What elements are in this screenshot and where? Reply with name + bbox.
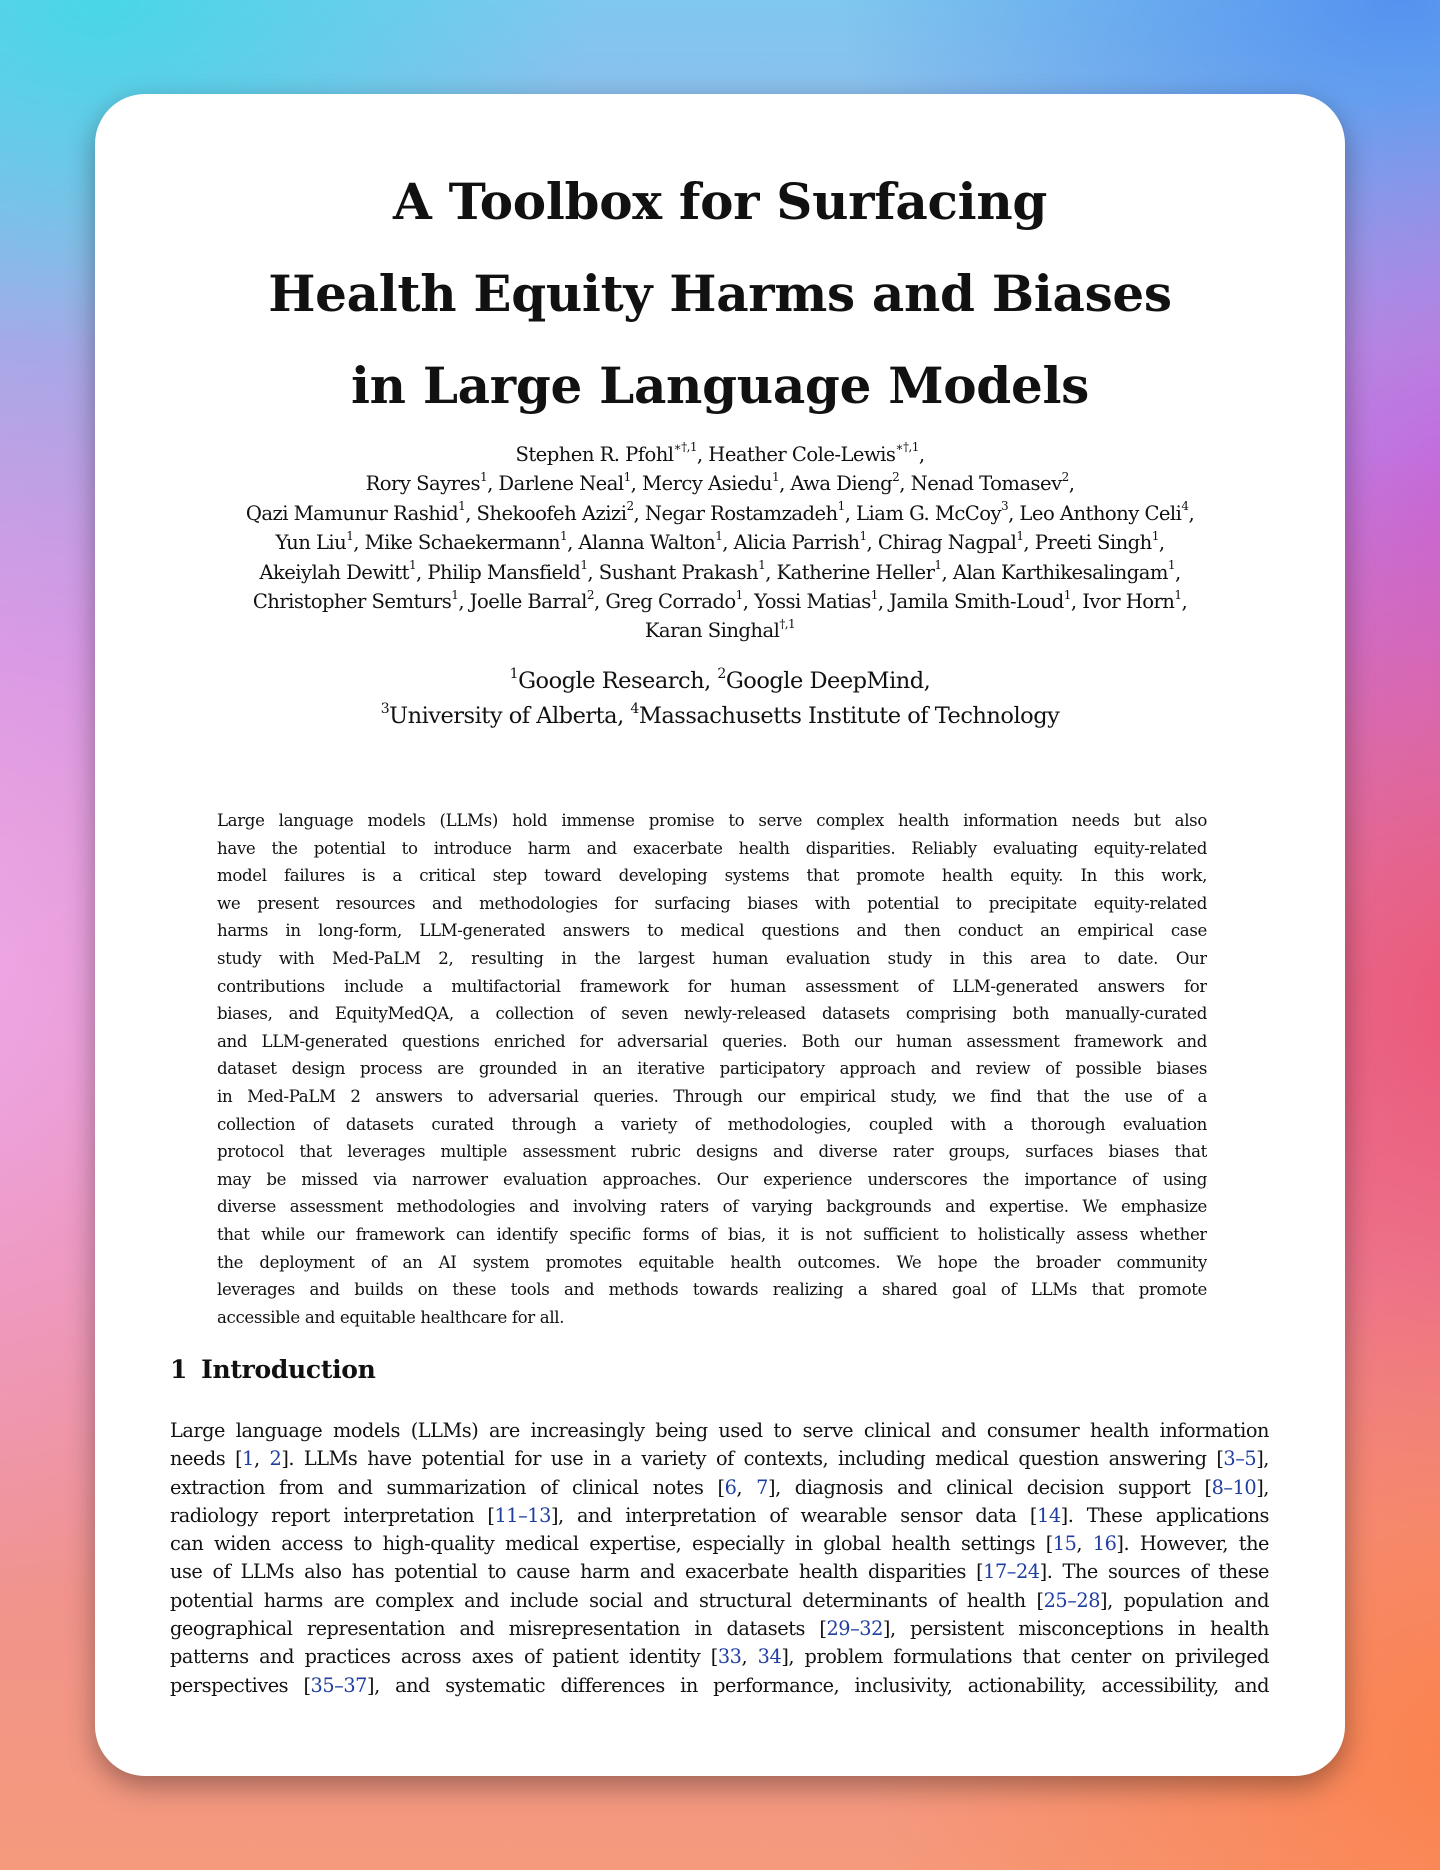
author-name: Qazi Mamunur Rashid (245, 501, 459, 525)
abstract-line: collection of datasets curated through a variety of methodologies, coupled with a thorough evaluation (217, 1114, 1207, 1134)
citation-link[interactable]: 8–10 (1211, 1475, 1257, 1499)
affiliation-marker: 2 (586, 587, 594, 602)
affiliation-marker: 1 (1151, 528, 1159, 543)
citation-link[interactable]: 25–28 (1043, 1588, 1101, 1612)
affiliation-number: 2 (717, 665, 726, 682)
title-line: A Toolbox for Surfacing (392, 172, 1048, 231)
author-name: , Negar Rostamzadeh (633, 501, 838, 525)
affiliation-number: 4 (630, 700, 639, 717)
citation-link[interactable]: 3–5 (1223, 1447, 1257, 1471)
abstract-line: we present resources and methodologies for surfacing biases with potential to precipitate equity-related (217, 893, 1207, 913)
affiliation-name: Massachusetts Institute of Technology (638, 703, 1060, 729)
author-name: , Awa Dieng (779, 472, 893, 496)
affiliation-marker: 1 (451, 587, 459, 602)
section-title: Introduction (201, 1355, 376, 1384)
body-text: extraction from and summarization of clinical notes [ (170, 1475, 725, 1499)
affiliation-marker: 1 (1174, 587, 1182, 602)
body-text: ], (1256, 1447, 1269, 1471)
author-name: , Greg Corrado (593, 590, 736, 614)
affiliation-marker: 2 (892, 469, 900, 484)
author-name: , Jamila Smith-Loud (877, 590, 1064, 614)
separator: , (1068, 472, 1075, 496)
affiliation-marker: 1 (1167, 558, 1175, 573)
citation-link[interactable]: 16 (1092, 1532, 1117, 1556)
body-text: ]. The sources of these (1039, 1560, 1269, 1584)
abstract-line: study with Med-PaLM 2, resulting in the largest human evaluation study in this area to date. Our (217, 948, 1207, 968)
body-text: ], diagnosis and clinical decision support [ (768, 1475, 1212, 1499)
affiliation-name: Google Research, (518, 668, 718, 694)
separator: , (1181, 590, 1188, 614)
affiliation-marker: ∗†,1 (895, 440, 919, 455)
body-line (170, 1587, 1269, 1615)
author-name: , Alan Karthikesalingam (941, 560, 1168, 584)
affiliation-number: 3 (380, 700, 390, 717)
author-line (135, 499, 1305, 528)
body-text: ]. These applications (1060, 1503, 1269, 1527)
body-text: radiology report interpretation [ (170, 1503, 495, 1527)
body-text: ], and systematic differences in performance, inclusivity, actionability, accessibility, and (367, 1673, 1269, 1697)
citation-link[interactable]: 14 (1037, 1503, 1061, 1527)
affiliation-marker: 1 (715, 528, 723, 543)
body-text: , (1076, 1532, 1093, 1556)
affiliation-marker: 1 (1016, 528, 1024, 543)
author-name: , Nenad Tomasev (899, 472, 1062, 496)
abstract-line: model failures is a critical step toward developing systems that promote health equity. In this work, (217, 866, 1207, 886)
affiliation-marker: 2 (626, 499, 634, 514)
separator: , (1188, 501, 1195, 525)
title-line: Health Equity Harms and Biases (268, 264, 1172, 323)
author-name: , Preeti Singh (1023, 531, 1152, 555)
author-name: , Liam G. McCoy (844, 501, 1001, 525)
body-line (170, 1530, 1269, 1558)
citation-link[interactable]: 34 (757, 1645, 782, 1669)
citation-link[interactable]: 15 (1052, 1532, 1077, 1556)
body-text: needs [ (170, 1447, 243, 1471)
author-name: , Shekoofeh Azizi (465, 501, 627, 525)
introduction-body (170, 1417, 1269, 1700)
citation-link[interactable]: 2 (269, 1447, 282, 1471)
affiliation-marker: 1 (580, 558, 588, 573)
affiliation-marker: 1 (623, 469, 631, 484)
author-name: Christopher Semturs (252, 590, 452, 614)
body-text: , (253, 1447, 270, 1471)
citation-link[interactable]: 6 (724, 1475, 737, 1499)
author-list (135, 440, 1305, 646)
citation-link[interactable]: 1 (242, 1447, 254, 1471)
citation-link[interactable]: 17–24 (983, 1560, 1040, 1584)
author-name: , Sushant Prakash (587, 560, 759, 584)
affiliation-marker: 1 (870, 587, 878, 602)
citation-link[interactable]: 33 (717, 1645, 742, 1669)
body-line (170, 1615, 1269, 1643)
body-text: , (741, 1645, 758, 1669)
abstract-line: diverse assessment methodologies and involving raters of varying backgrounds and expertise. We emphasize (217, 1197, 1207, 1217)
affiliation-marker: ∗†,1 (673, 440, 697, 455)
affiliation-marker: 1 (859, 528, 867, 543)
author-name: , Yossi Matias (742, 590, 871, 614)
body-line (170, 1474, 1269, 1502)
affiliation-marker: 1 (771, 469, 780, 484)
separator: , (1158, 531, 1165, 555)
affiliation-line (135, 664, 1305, 699)
separator: , (1174, 560, 1181, 584)
body-line (170, 1672, 1269, 1700)
affiliations (135, 664, 1305, 734)
author-name: , Philip Mansfield (416, 560, 581, 584)
author-name: , Chirag Nagpal (866, 531, 1017, 555)
body-text: can widen access to high-quality medical expertise, especially in global health settings [ (170, 1532, 1053, 1556)
affiliation-marker: 3 (1000, 499, 1009, 514)
author-line (135, 528, 1305, 557)
affiliation-marker: 4 (1181, 499, 1189, 514)
affiliation-marker: 1 (458, 499, 466, 514)
author-line (135, 558, 1305, 587)
abstract-line: have the potential to introduce harm and exacerbate health disparities. Reliably evaluating equity-related (217, 838, 1207, 858)
affiliation-marker: 1 (1063, 587, 1071, 602)
author-name: , Joelle Barral (458, 590, 587, 614)
abstract-line: dataset design process are grounded in an iterative participatory approach and review of possible biases (217, 1059, 1207, 1079)
affiliation-marker: 1 (479, 469, 488, 484)
body-text: ], persistent misconceptions in health (882, 1617, 1269, 1641)
body-text: geographical representation and misrepresentation in datasets [ (170, 1617, 827, 1641)
abstract-line: biases, and EquityMedQA, a collection of seven newly-released datasets comprising both manually-curated (217, 1004, 1207, 1024)
author-name: Stephen R. Pfohl (515, 443, 674, 466)
author-line (135, 587, 1305, 616)
body-text: ], (1256, 1475, 1269, 1499)
abstract-line: leverages and builds on these tools and methods towards realizing a shared goal of LLMs that promote (217, 1280, 1207, 1300)
abstract-line: and LLM-generated questions enriched for adversarial queries. Both our human assessment framework and (217, 1031, 1207, 1051)
paper-title (95, 156, 1345, 432)
affiliation-number: 1 (509, 665, 519, 682)
abstract-line: accessible and equitable healthcare for all. (217, 1307, 565, 1327)
author-line (135, 616, 1305, 645)
author-name: Yun Liu (275, 531, 347, 555)
author-name: , Alanna Walton (567, 531, 716, 555)
body-line (170, 1558, 1269, 1586)
affiliation-name: Google DeepMind, (725, 668, 931, 694)
author-line (135, 440, 1305, 469)
body-text: patterns and practices across axes of patient identity [ (170, 1645, 718, 1669)
body-line (170, 1445, 1269, 1473)
author-name: , Mike Schaekermann (353, 531, 560, 555)
author-name: Akeiylah Dewitt (259, 560, 409, 584)
body-text: use of LLMs also has potential to cause harm and exacerbate health disparities [ (170, 1560, 984, 1584)
body-text: ]. LLMs have potential for use in a variety of contexts, including medical question answering [ (281, 1447, 1224, 1471)
body-line (170, 1417, 1269, 1445)
body-text: ], problem formulations that center on privileged (781, 1645, 1269, 1669)
affiliation-marker: 1 (758, 558, 766, 573)
body-text: ]. However, the (1116, 1532, 1269, 1556)
author-name: , Alicia Parrish (722, 531, 860, 555)
abstract-line: contributions include a multifactorial framework for human assessment of LLM-generated answers for (217, 976, 1207, 996)
affiliation-marker: 1 (934, 558, 942, 573)
author-name: , Mercy Asiedu (630, 472, 772, 496)
abstract-line: Large language models (LLMs) hold immense promise to serve complex health information needs but also (217, 811, 1207, 830)
separator: , (918, 443, 925, 466)
title-line: in Large Language Models (350, 356, 1090, 415)
body-line (170, 1502, 1269, 1530)
abstract (217, 807, 1207, 1331)
author-name: , Leo Anthony Celi (1008, 501, 1182, 525)
section-number: 1 (170, 1355, 188, 1384)
body-text: Large language models (LLMs) are increasingly being used to serve clinical and consumer health information (170, 1419, 1269, 1442)
author-name: , Heather Cole-Lewis (696, 443, 896, 466)
citation-link[interactable]: 7 (756, 1475, 768, 1499)
author-line (135, 469, 1305, 498)
abstract-line: in Med-PaLM 2 answers to adversarial queries. Through our empirical study, we find that the use of a (217, 1086, 1207, 1106)
affiliation-marker: 1 (346, 528, 354, 543)
body-text: potential harms are complex and include social and structural determinants of health [ (170, 1588, 1044, 1612)
affiliation-marker: 1 (735, 587, 743, 602)
body-line (170, 1643, 1269, 1671)
affiliation-line (135, 699, 1305, 734)
body-text: , (736, 1475, 757, 1499)
author-name: , Ivor Horn (1070, 590, 1175, 614)
affiliation-marker: †,1 (779, 616, 796, 631)
citation-link[interactable]: 29–32 (826, 1617, 883, 1641)
abstract-line: may be missed via narrower evaluation approaches. Our experience underscores the importance of using (217, 1169, 1207, 1189)
body-text: ], and interpretation of wearable sensor data [ (550, 1503, 1037, 1527)
author-name: Rory Sayres (365, 472, 480, 496)
paper-page (95, 94, 1345, 1776)
affiliation-name: University of Alberta, (389, 703, 631, 729)
body-text: ], population and (1100, 1588, 1269, 1612)
affiliation-marker: 1 (559, 528, 568, 543)
affiliation-marker: 2 (1061, 469, 1069, 484)
author-name: Karan Singhal (644, 619, 780, 643)
abstract-line: protocol that leverages multiple assessment rubric designs and diverse rater groups, surfaces biases that (217, 1142, 1207, 1162)
citation-link[interactable]: 11–13 (494, 1503, 551, 1527)
abstract-line: the deployment of an AI system promotes equitable health outcomes. We hope the broader community (217, 1252, 1207, 1272)
body-text: perspectives [ (170, 1673, 311, 1697)
author-name: , Darlene Neal (487, 472, 624, 496)
affiliation-marker: 1 (837, 499, 845, 514)
author-name: , Katherine Heller (765, 560, 935, 584)
citation-link[interactable]: 35–37 (310, 1673, 367, 1697)
affiliation-marker: 1 (408, 558, 417, 573)
abstract-line: harms in long-form, LLM-generated answers to medical questions and then conduct an empirical case (217, 921, 1207, 941)
abstract-line: that while our framework can identify specific forms of bias, it is not sufficient to holistically assess whether (217, 1224, 1207, 1244)
section-heading (170, 1355, 376, 1384)
